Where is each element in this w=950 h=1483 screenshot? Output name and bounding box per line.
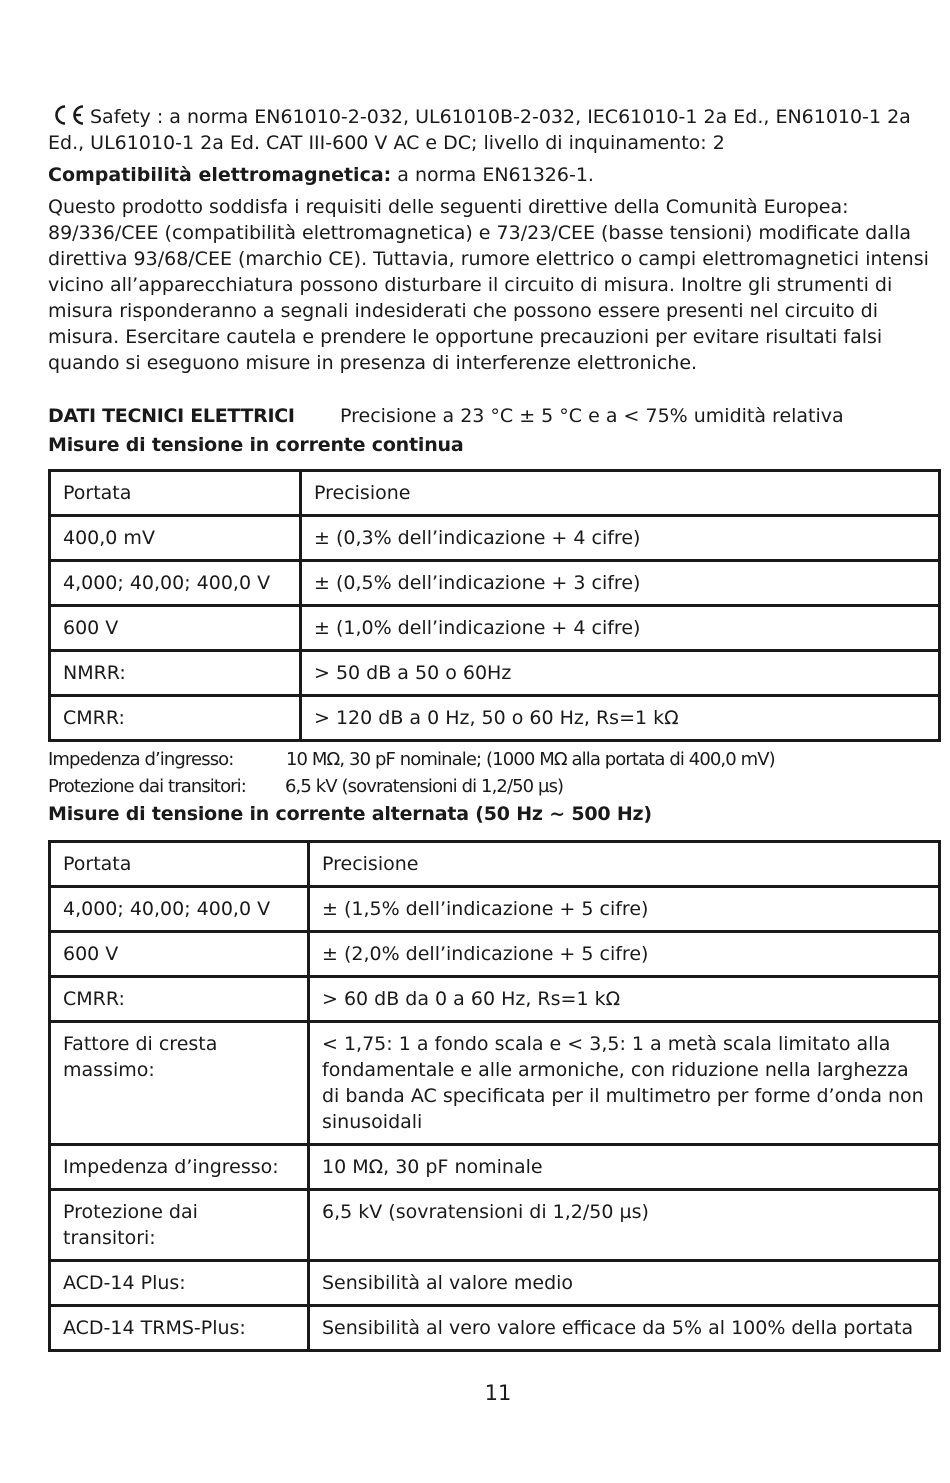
table-cell: > 60 dB da 0 a 60 Hz, Rs=1 kΩ [309,977,940,1022]
note-value: 10 MΩ, 30 pF nominale; (1000 MΩ alla portata di 400,0 mV) [286,749,775,770]
table-header-cell: Portata [50,471,301,516]
table-header-cell: Portata [50,842,309,887]
table-cell: Sensibilità al valore medio [309,1261,940,1306]
ce-mark-icon [48,104,86,126]
table-row [50,1190,940,1261]
table-cell: ± (0,5% dell’indicazione + 3 cifre) [301,561,940,606]
table-row [50,1145,940,1190]
table-row [50,842,940,887]
table-cell: ± (1,5% dell’indicazione + 5 cifre) [309,887,940,932]
table-cell: NMRR: [50,651,301,696]
table-cell: < 1,75: 1 a fondo scala e < 3,5: 1 a metà scala limitato alla fondamentale e alle armoniche, con riduzione nella larghezza di banda AC specificata per il multimetro per forme d’onda non sinusoidali [309,1022,940,1145]
table-cell: 400,0 mV [50,516,301,561]
table-header-cell: Precisione [309,842,940,887]
table-row [50,561,940,606]
ac-section-title: Misure di tensione in corrente alternata (50 Hz ~ 500 Hz) [48,803,652,825]
dc-section-title: Misure di tensione in corrente continua [48,434,464,456]
table-cell: 600 V [50,932,309,977]
table-cell: ACD-14 TRMS-Plus: [50,1306,309,1351]
specs-header [48,403,938,429]
note-label: Impedenza d’ingresso: [48,749,234,770]
table-row [50,977,940,1022]
table-cell: 4,000; 40,00; 400,0 V [50,561,301,606]
table-cell: ± (1,0% dell’indicazione + 4 cifre) [301,606,940,651]
table-cell: CMRR: [50,977,309,1022]
table-row [50,696,940,741]
directive-paragraph: Questo prodotto soddisfa i requisiti delle seguenti direttive della Comunità Europea: 89/336/CEE (compatibilità elettromagnetica) e 73/23/CEE (basse tensioni) modificate dalla direttiva 93/68/CEE (marchio CE). Tuttavia, rumore elettrico o campi elettromagnetici intensi vicino all’apparecchiatura possono disturbare il circuito di misura. Inoltre gli strumenti di misura risponderanno a segnali indesiderati che possono essere presenti nel circuito di misura. Esercitare cautela e prendere le opportune precauzioni per evitare risultati falsi quando si eseguono misure in presenza di interferenze elettroniche. [48,196,929,374]
table-cell: 10 MΩ, 30 pF nominale [309,1145,940,1190]
table-cell: ± (0,3% dell’indicazione + 4 cifre) [301,516,940,561]
manual-page [48,104,938,1352]
note-label: Protezione dai transitori: [48,776,246,797]
table-cell: ACD-14 Plus: [50,1261,309,1306]
table-header-cell: Precisione [301,471,940,516]
table-row [50,1261,940,1306]
emc-label: Compatibilità elettromagnetica: [48,164,392,186]
safety-text: Safety : a norma EN61010-2-032, UL61010B-2-032, IEC61010-1 2a Ed., EN61010-1 2a Ed., UL61010-1 2a Ed. CAT III-600 V AC e DC; livello di inquinamento: 2 [48,106,911,154]
table-cell: ± (2,0% dell’indicazione + 5 cifre) [309,932,940,977]
table-row [50,932,940,977]
note-row [48,746,938,773]
specs-title: DATI TECNICI ELETTRICI [48,405,295,427]
ac-voltage-table [48,840,941,1352]
table-cell: Fattore di cresta massimo: [50,1022,309,1145]
table-cell: Protezione dai transitori: [50,1190,309,1261]
table-row [50,606,940,651]
safety-paragraph [48,104,938,156]
table-cell: > 120 dB a 0 Hz, 50 o 60 Hz, Rs=1 kΩ [301,696,940,741]
dc-voltage-table [48,469,941,742]
table-row [50,471,940,516]
table-row [50,651,940,696]
table-cell: Impedenza d’ingresso: [50,1145,309,1190]
table-cell: 6,5 kV (sovratensioni di 1,2/50 µs) [309,1190,940,1261]
table-row [50,887,940,932]
table-row [50,516,940,561]
emc-text: a norma EN61326-1. [391,164,594,186]
table-cell: Sensibilità al vero valore efficace da 5% al 100% della portata [309,1306,940,1351]
table-row [50,1306,940,1351]
note-value: 6,5 kV (sovratensioni di 1,2/50 µs) [285,776,564,797]
table-row [50,1022,940,1145]
note-row [48,773,938,800]
table-cell: 4,000; 40,00; 400,0 V [50,887,309,932]
table-cell: CMRR: [50,696,301,741]
dc-notes [48,746,938,800]
table-cell: > 50 dB a 50 o 60Hz [301,651,940,696]
specs-conditions: Precisione a 23 °C ± 5 °C e a < 75% umidità relativa [340,405,844,427]
page-number: 11 [484,1381,512,1405]
emc-paragraph [48,162,938,188]
table-cell: 600 V [50,606,301,651]
